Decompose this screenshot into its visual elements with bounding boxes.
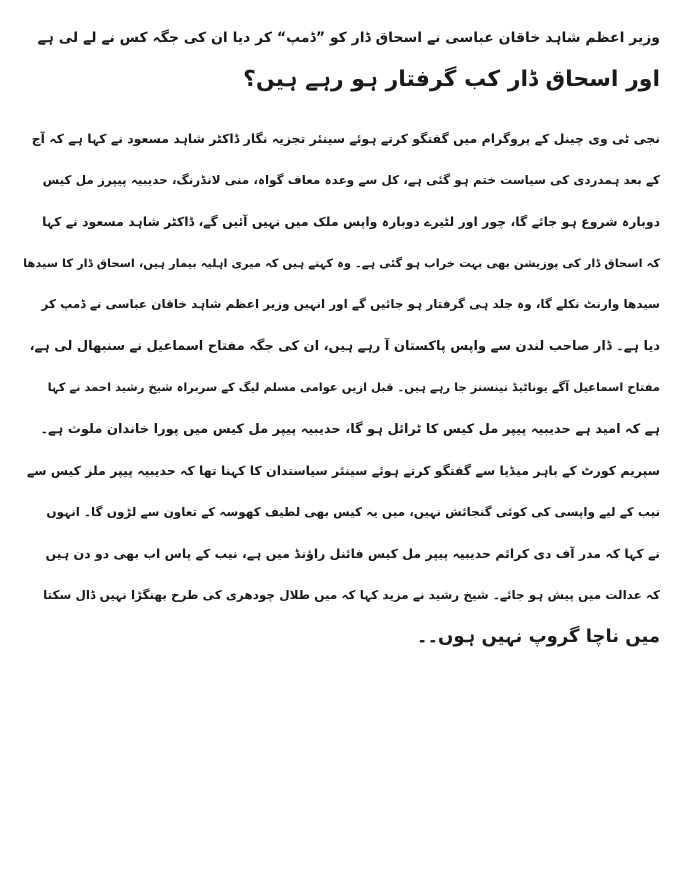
body-line: دیا ہے۔ ڈار صاحب لندن سے واپس پاکستان آ رہے ہیں، ان کی جگہ مفتاح اسماعیل نے سنبھال لی ہے، [29, 338, 660, 354]
body-line: سیدھا وارنٹ نکلے گا، وہ جلد ہی گرفتار ہو جائیں گے اور انہیں وزیر اعظم شاہد خاقان عباسی نے ڈمپ کر [41, 297, 660, 311]
headline-line: اور اسحاق ڈار کب گرفتار ہو رہے ہیں؟ [243, 67, 660, 92]
body-line: میں ناچا گروپ نہیں ہوں۔۔ [416, 626, 660, 647]
article-body [22, 118, 660, 658]
body-line: کہ اسحاق ڈار کی پوزیشن بھی بہت خراب ہو گئی ہے۔ وہ کہتے ہیں کہ میری اہلیہ بیمار ہیں، اسحاق ڈار کا سیدھا [23, 255, 660, 270]
body-line: نجی ٹی وی چینل کے پروگرام میں گفتگو کرتے ہوئے سینئر تجزیہ نگار ڈاکٹر شاہد مسعود نے کہا ہے کہ آج [31, 131, 660, 146]
body-line: کے بعد ہمدردی کی سیاست ختم ہو گئی ہے، کل سے وعدہ معاف گواہ، منی لانڈرنگ، حدیبیہ پیپرز مل کیس [42, 172, 660, 187]
body-line: سپریم کورٹ کے باہر میڈیا سے گفتگو کرتے ہوئے سینئر سیاستدان کا کہنا تھا کہ حدیبیہ پیپر ملز کیس سے [26, 463, 660, 478]
body-line: مفتاح اسماعیل آگے یوناٹیڈ نینسنز جا رہے ہیں۔ قبل ازیں عوامی مسلم لیگ کے سربراہ شیخ رشید احمد نے کہا [47, 380, 660, 394]
headline-line: وزیر اعظم شاہد خاقان عباسی نے اسحاق ڈار کو ”ڈمپ“ کر دیا ان کی جگہ کس نے لے لی ہے [37, 30, 660, 46]
body-line: ہے کہ امید ہے حدیبیہ پیپر مل کیس کا ٹرائل ہو گا، حدیبیہ پیپر مل کیس میں پورا خاندان ملوث ہے۔ [40, 421, 660, 437]
body-line: نے کہا کہ مدر آف دی کرائم حدیبیہ پیپر مل کیس فائنل راؤنڈ میں ہے، نیب کے پاس اب بھی دو دن ہیں [45, 546, 660, 561]
body-line: نیب کے لیے واپسی کی کوئی گنجائش نہیں، میں یہ کیس بھی لطیف کھوسہ کے تعاون سے لڑوں گا۔ انہوں [46, 504, 660, 519]
article-headline [22, 18, 660, 100]
body-line: کہ عدالت میں پیش ہو جائے۔ شیخ رشید نے مزید کہا کہ میں طلال چودھری کی طرح بھنگڑا نہیں ڈال سکتا [43, 587, 660, 602]
body-line: دوبارہ شروع ہو جائے گا، چور اور لٹیرے دوبارہ واپس ملک میں نہیں آئیں گے، ڈاکٹر شاہد مسعود نے کہا [42, 214, 660, 229]
